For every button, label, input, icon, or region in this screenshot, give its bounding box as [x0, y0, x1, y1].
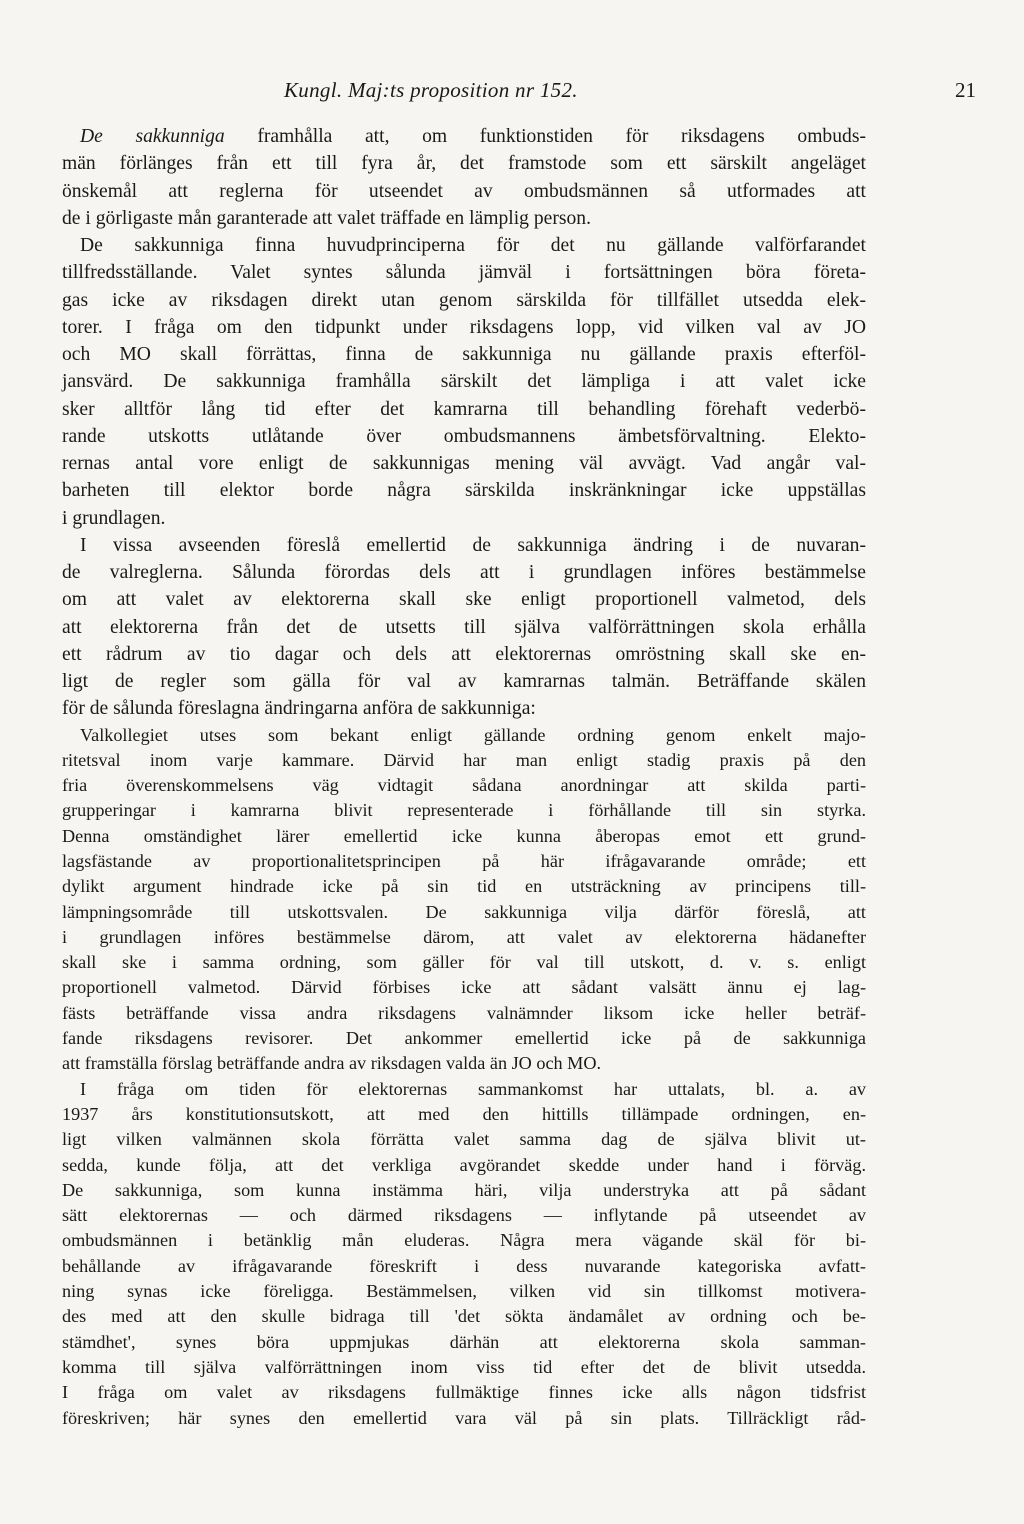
text-line: jansvärd. De sakkunniga framhålla särskilt det lämpliga i att valet icke [62, 371, 866, 393]
text-line: i grundlagen införes bestämmelse därom, att valet av elektorerna hädanefter [62, 926, 866, 947]
text-line: i grundlagen. [62, 507, 166, 529]
text-line: behållande av ifrågavarande föreskrift i dess nuvarande kategoriska avfatt- [62, 1255, 866, 1276]
text-line: I vissa avseenden föreslå emellertid de sakkunniga ändring i de nuvaran- [80, 534, 866, 556]
text-line: fria överenskommelsens väg vidtagit sådana anordningar att skilda parti- [62, 775, 866, 796]
paragraph [62, 723, 866, 1077]
page-header [62, 78, 982, 108]
text-line: fande riksdagens revisorer. Det ankommer emellertid icke på de sakkunniga [62, 1028, 866, 1049]
text-line: rernas antal vore enligt de sakkunnigas mening väl avvägt. Vad angår val- [62, 453, 866, 474]
text-line: des med att den skulle bidraga till 'det sökta ändamålet av ordning och be- [62, 1306, 866, 1327]
text-line: Valkollegiet utses som bekant enligt gällande ordning genom enkelt majo- [80, 724, 866, 745]
text-line: om att valet av elektorerna skall ske enligt proportionell valmetod, dels [62, 589, 866, 611]
text-line: önskemål att reglerna för utseendet av ombudsmännen så utformades att [62, 180, 866, 202]
text-line: ett rådrum av tio dagar och dels att elektorernas omröstning skall ske en- [62, 643, 866, 665]
page-number: 21 [955, 78, 976, 102]
text-line: stämdhet', synes böra uppmjukas därhän att elektorerna skola samman- [62, 1331, 866, 1352]
text-line: föreskriven; här synes den emellertid vara väl på sin plats. Tillräckligt råd- [62, 1407, 866, 1428]
text-line: De sakkunniga, som kunna instämma häri, vilja understryka att på sådant [62, 1179, 866, 1200]
text-line: I fråga om valet av riksdagens fullmäktige finnes icke alls någon tidsfrist [62, 1382, 866, 1403]
text-line: gas icke av riksdagen direkt utan genom särskilda för tillfället utsedda elek- [62, 289, 866, 311]
text-line: lämpningsområde till utskottsvalen. De sakkunniga vilja därför föreslå, att [62, 901, 866, 922]
text-line: lagsfästande av proportionalitetsprincipen på här ifrågavarande område; ett [62, 850, 866, 871]
text-line: De sakkunniga finna huvudprinciperna för det nu gällande valförfarandet [80, 235, 866, 256]
paragraph [62, 1077, 866, 1431]
running-head: Kungl. Maj:ts proposition nr 152. [284, 78, 578, 102]
quotation [62, 723, 866, 1431]
text-line: proportionell valmetod. Därvid förbises icke att sådant valsätt ännu ej lag- [62, 977, 866, 998]
text-line: torer. I fråga om den tidpunkt under riksdagens lopp, vid vilken val av JO [62, 316, 866, 338]
italic-lead: De sakkunniga [80, 126, 225, 147]
text-line: De sakkunniga framhålla att, om funktionstiden för riksdagens ombuds- [80, 126, 866, 147]
text-line: de i görligaste mån garanterade att valet träffade en lämplig person. [62, 207, 591, 229]
text-line: för de sålunda föreslagna ändringarna anföra de sakkunniga: [62, 698, 536, 720]
text-line: sker alltför lång tid efter det kamrarna till behandling förehaft vederbö- [62, 398, 866, 420]
text-line: fästs beträffande vissa andra riksdagens valnämnder liksom icke heller beträf- [62, 1002, 866, 1023]
text-line: sätt elektorernas — och därmed riksdagens — inflytande på utseendet av [62, 1205, 866, 1226]
text-line: skall ske i samma ordning, som gäller för val till utskott, d. v. s. enligt [62, 952, 866, 973]
paragraph [62, 232, 866, 532]
text-line: att elektorerna från det de utsetts till själva valförrättningen skola erhålla [62, 616, 866, 638]
text-line: tillfredsställande. Valet syntes sålunda jämväl i fortsättningen böra företa- [62, 262, 866, 284]
text-line: ombudsmännen i betänklig mån eluderas. Några mera vägande skäl för bi- [62, 1230, 866, 1251]
text-line: grupperingar i kamrarna blivit representerade i förhållande till sin styrka. [62, 800, 866, 821]
text-line: 1937 års konstitutionsutskott, att med den hittills tillämpade ordningen, en- [62, 1103, 866, 1124]
text-line: ligt vilken valmännen skola förrätta valet samma dag de själva blivit ut- [62, 1129, 866, 1150]
text-line: de valreglerna. Sålunda förordas dels att i grundlagen införes bestämmelse [62, 562, 866, 583]
text-line: komma till själva valförrättningen inom viss tid efter det de blivit utsedda. [62, 1356, 866, 1377]
text-line: barheten till elektor borde några särskilda inskränkningar icke uppställas [62, 480, 866, 502]
text-line: män förlänges från ett till fyra år, det framstode som ett särskilt angeläget [62, 153, 866, 175]
text-line: och MO skall förrättas, finna de sakkunniga nu gällande praxis efterföl- [62, 344, 866, 365]
body-text [62, 123, 866, 1431]
paragraph [62, 123, 866, 232]
text-line: att framställa förslag beträffande andra av riksdagen valda än JO och MO. [62, 1053, 602, 1074]
text-line: ritetsval inom varje kammare. Därvid har man enligt stadig praxis på den [62, 749, 866, 770]
text-line: Denna omständighet lärer emellertid icke kunna åberopas emot ett grund- [62, 825, 866, 846]
text-line: I fråga om tiden för elektorernas sammankomst har uttalats, bl. a. av [80, 1078, 866, 1099]
text-line: ligt de regler som gälla för val av kamrarnas talmän. Beträffande skälen [62, 671, 866, 692]
paragraph [62, 532, 866, 723]
text-line: ning synas icke föreligga. Bestämmelsen, vilken vid sin tillkomst motivera- [62, 1281, 866, 1302]
text-line: dylikt argument hindrade icke på sin tid en utsträckning av principens till- [62, 876, 866, 897]
text-line: rande utskotts utlåtande över ombudsmannens ämbetsförvaltning. Elekto- [62, 425, 866, 447]
text-line: sedda, kunde följa, att det verkliga avgörandet skedde under hand i förväg. [62, 1154, 866, 1175]
